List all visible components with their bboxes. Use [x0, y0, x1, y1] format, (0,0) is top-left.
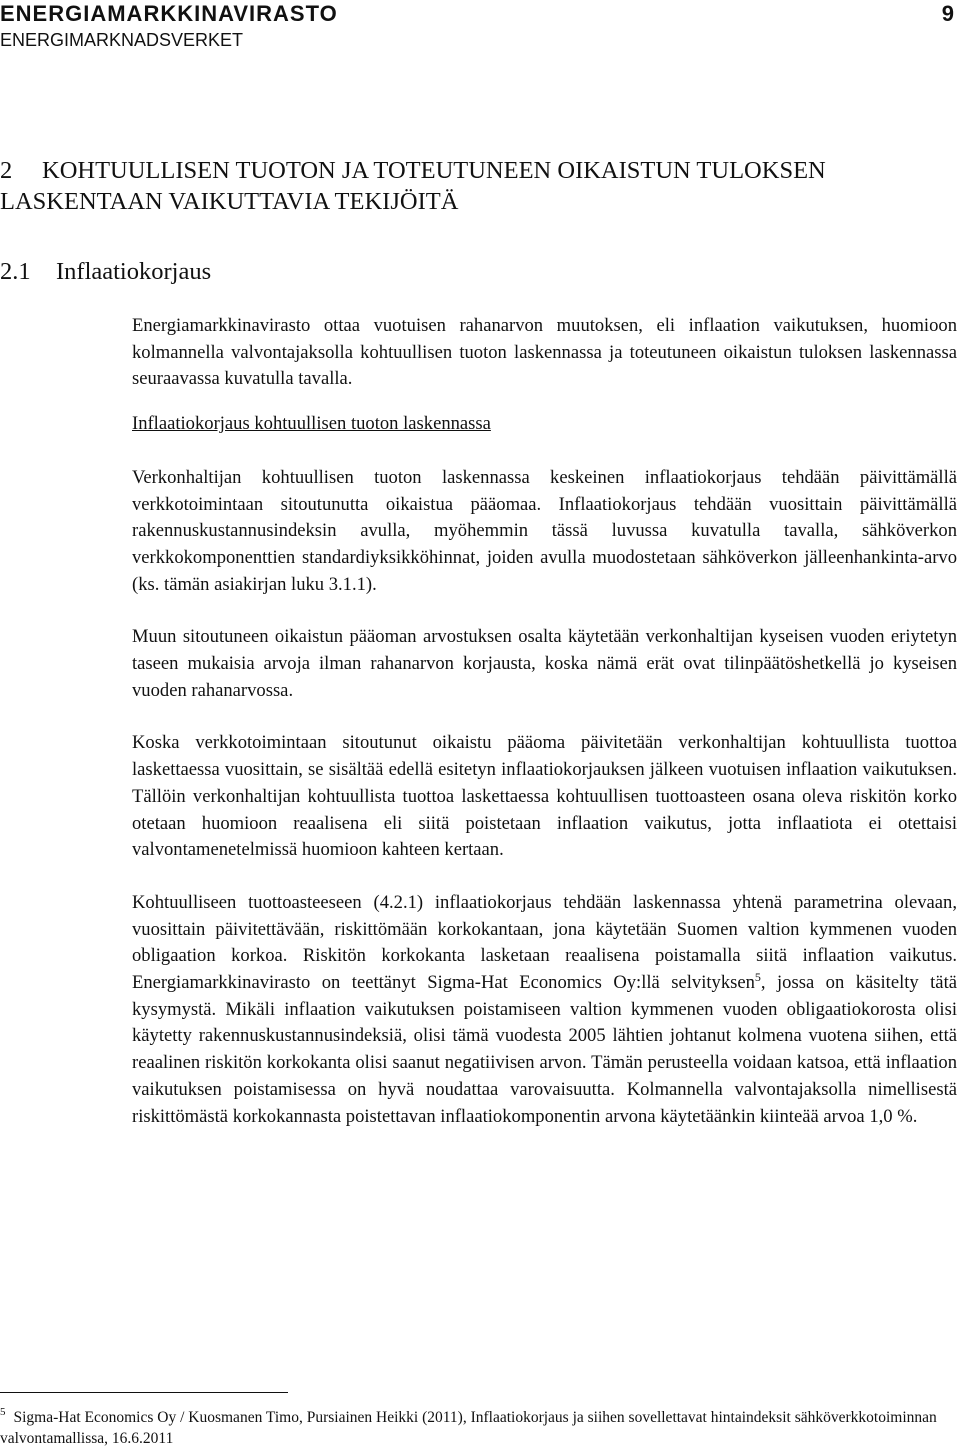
paragraph-4-text-after-ref: , jossa on käsitelty tätä kysymystä. Mikäli inflaation vaikutuksen poistamiseen valtion kymmenen vuoden obligaatiokorosta olisi käytetty rakennuskustannusindeksiä, olisi tämä vuodesta 2005 lähtien johtanut kolmena vuotena siihen, että reaalinen riskitön korkokanta olisi saanut negatiivisen arvon. Tämän perusteella voidaan katsoa, että inflaation vaikutuksen poistamisessa on hyvä noudattaa varovaisuutta. Kolmannella valvontajaksolla nimellisestä riskittömästä korkokannasta poistettavan inflaatiokomponentin arvona käytetäänkin kiinteää arvoa 1,0 %.	[132, 972, 957, 1127]
paragraph-3: Koska verkkotoimintaan sitoutunut oikaistu pääoma päivitetään verkonhaltijan kohtuullista tuottoa laskettaessa vuosittain, se sisältää edellä esitetyn inflaatiokorjauksen jälkeen vuotuisen inflaation vaikutuksen. Tällöin verkonhaltijan kohtuullista tuottoa laskettaessa kohtuullisen tuottoasteen osana oleva riskitön korko otetaan huomioon reaalisena eli siitä poistetaan inflaation vaikutus, jotta inflaatiota ei otettaisi valvontamenetelmissä huomioon kahteen kertaan.	[132, 732, 957, 861]
footnote-text: Sigma-Hat Economics Oy / Kuosmanen Timo, Pursiainen Heikki (2011), Inflaatiokorjaus ja siihen sovellettavat hintaindeksit sähköverkkotoiminnan valvontamallissa, 16.6.2011	[0, 1409, 937, 1447]
chapter-heading	[0, 155, 900, 217]
chapter-number: 2	[0, 157, 13, 184]
footnote-marker: 5	[0, 1406, 6, 1418]
body-text	[132, 313, 957, 1130]
section-number: 2.1	[0, 258, 31, 285]
paragraph-intro: Energiamarkkinavirasto ottaa vuotuisen rahanarvon muutoksen, eli inflaation vaikutuksen, huomioon kolmannella valvontajaksolla kohtuullisen tuoton laskennassa ja toteutuneen oikaistun tuloksen laskennassa seuraavassa kuvatulla tavalla.	[132, 315, 957, 390]
paragraph-2: Muun sitoutuneen oikaistun pääoman arvostuksen osalta käytetään verkonhaltijan kyseisen vuoden eriytetyn taseen mukaisia arvoja ilman rahanarvon korjausta, koska nämä erät ovat tilinpäätöshetkellä jo kyseisen vuoden rahanarvossa.	[132, 626, 957, 701]
footnote	[0, 1407, 945, 1449]
footnote-reference[interactable]: 5	[754, 969, 761, 984]
chapter-title: KOHTUULLISEN TUOTON JA TOTEUTUNEEN OIKAISTUN TULOKSEN LASKENTAAN VAIKUTTAVIA TEKIJÖITÄ	[0, 157, 826, 215]
header-organization-swedish: ENERGIMARKNADSVERKET	[0, 30, 244, 50]
footnote-divider	[0, 1392, 288, 1393]
section-heading	[0, 256, 211, 288]
paragraph-4-text-before-ref: Kohtuulliseen tuottoasteeseen (4.2.1) inflaatiokorjaus tehdään laskennassa yhtenä parametrina olevaan, vuosittain päivitettävään, riskittömään korkokantaan, jona käytetään Suomen valtion kymmenen vuoden obligaation korkoa. Riskitön korkokanta lasketaan reaalisena poistamalla siitä inflaation vaikutus. Energiamarkkinavirasto on teettänyt Sigma-Hat Economics Oy:llä selvityksen	[132, 891, 957, 994]
subheading-inflation-correction: Inflaatiokorjaus kohtuullisen tuoton laskennassa	[132, 413, 491, 435]
header-organization-finnish: ENERGIAMARKKINAVIRASTO	[0, 1, 338, 26]
paragraph-4	[132, 890, 957, 1130]
page-number: 9	[941, 1, 954, 26]
paragraph-1: Verkonhaltijan kohtuullisen tuoton laskennassa keskeinen inflaatiokorjaus tehdään päivittämällä verkkotoimintaan sitoutunutta oikaistua pääomaa. Inflaatiokorjaus tehdään vuosittain päivittämällä rakennuskustannusindeksin avulla, myöhemmin tässä luvussa kuvatulla tavalla, sähköverkon verkkokomponenttien standardiyksikköhinnat, joiden avulla muodostetaan sähköverkon jälleenhankinta-arvo (ks. tämän asiakirjan luku 3.1.1).	[132, 466, 957, 595]
section-title: Inflaatiokorjaus	[56, 258, 212, 285]
